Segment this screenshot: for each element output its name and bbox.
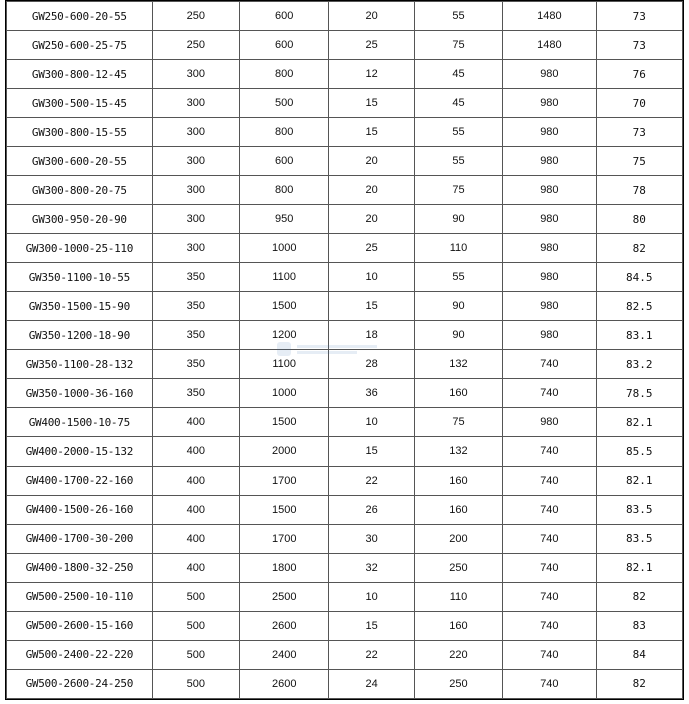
cell-speed: 740 [503, 582, 596, 611]
cell-efficiency: 82.5 [596, 292, 682, 321]
cell-flow: 800 [240, 60, 329, 89]
cell-power: 75 [414, 176, 502, 205]
cell-model: GW250-600-20-55 [7, 2, 153, 31]
cell-head: 12 [329, 60, 414, 89]
cell-power: 200 [414, 524, 502, 553]
cell-head: 25 [329, 31, 414, 60]
cell-diameter: 300 [152, 176, 239, 205]
table-row [7, 379, 683, 408]
table-row [7, 495, 683, 524]
cell-flow: 1000 [240, 379, 329, 408]
cell-head: 15 [329, 292, 414, 321]
cell-diameter: 350 [152, 321, 239, 350]
cell-model: GW300-950-20-90 [7, 205, 153, 234]
cell-head: 22 [329, 640, 414, 669]
table-row [7, 466, 683, 495]
cell-flow: 1000 [240, 234, 329, 263]
table-row [7, 2, 683, 31]
cell-flow: 1100 [240, 350, 329, 379]
cell-diameter: 500 [152, 640, 239, 669]
cell-efficiency: 85.5 [596, 437, 682, 466]
cell-efficiency: 83.5 [596, 495, 682, 524]
cell-power: 250 [414, 669, 502, 698]
cell-model: GW250-600-25-75 [7, 31, 153, 60]
cell-efficiency: 75 [596, 147, 682, 176]
cell-power: 160 [414, 466, 502, 495]
cell-head: 10 [329, 582, 414, 611]
cell-speed: 740 [503, 553, 596, 582]
cell-head: 20 [329, 147, 414, 176]
cell-speed: 740 [503, 669, 596, 698]
cell-diameter: 300 [152, 205, 239, 234]
table-row [7, 292, 683, 321]
cell-head: 24 [329, 669, 414, 698]
table-row [7, 31, 683, 60]
cell-head: 20 [329, 2, 414, 31]
cell-power: 110 [414, 234, 502, 263]
cell-flow: 600 [240, 31, 329, 60]
cell-model: GW300-600-20-55 [7, 147, 153, 176]
cell-efficiency: 82.1 [596, 408, 682, 437]
cell-model: GW300-500-15-45 [7, 89, 153, 118]
cell-power: 132 [414, 437, 502, 466]
cell-head: 36 [329, 379, 414, 408]
cell-efficiency: 82 [596, 669, 682, 698]
cell-power: 45 [414, 60, 502, 89]
cell-diameter: 500 [152, 582, 239, 611]
cell-head: 22 [329, 466, 414, 495]
cell-flow: 1500 [240, 495, 329, 524]
table-row [7, 553, 683, 582]
cell-diameter: 300 [152, 60, 239, 89]
cell-speed: 740 [503, 495, 596, 524]
cell-head: 20 [329, 176, 414, 205]
table-row [7, 408, 683, 437]
cell-head: 10 [329, 408, 414, 437]
cell-diameter: 400 [152, 466, 239, 495]
cell-speed: 1480 [503, 31, 596, 60]
cell-flow: 500 [240, 89, 329, 118]
cell-model: GW300-1000-25-110 [7, 234, 153, 263]
cell-speed: 980 [503, 321, 596, 350]
cell-flow: 2600 [240, 669, 329, 698]
table-row [7, 437, 683, 466]
cell-flow: 1500 [240, 408, 329, 437]
cell-efficiency: 83 [596, 611, 682, 640]
table-row [7, 234, 683, 263]
cell-power: 160 [414, 495, 502, 524]
cell-flow: 1500 [240, 292, 329, 321]
table-row [7, 524, 683, 553]
cell-model: GW300-800-15-55 [7, 118, 153, 147]
cell-diameter: 400 [152, 524, 239, 553]
cell-diameter: 500 [152, 611, 239, 640]
cell-power: 55 [414, 2, 502, 31]
cell-power: 90 [414, 205, 502, 234]
cell-speed: 740 [503, 466, 596, 495]
cell-power: 160 [414, 379, 502, 408]
cell-efficiency: 83.2 [596, 350, 682, 379]
cell-model: GW350-1000-36-160 [7, 379, 153, 408]
table-row [7, 118, 683, 147]
cell-power: 55 [414, 118, 502, 147]
table-row [7, 669, 683, 698]
cell-speed: 740 [503, 437, 596, 466]
cell-flow: 1200 [240, 321, 329, 350]
cell-power: 220 [414, 640, 502, 669]
cell-efficiency: 82.1 [596, 466, 682, 495]
cell-efficiency: 80 [596, 205, 682, 234]
cell-speed: 980 [503, 205, 596, 234]
cell-flow: 2600 [240, 611, 329, 640]
cell-flow: 800 [240, 176, 329, 205]
cell-efficiency: 84 [596, 640, 682, 669]
cell-head: 28 [329, 350, 414, 379]
cell-power: 55 [414, 147, 502, 176]
cell-head: 15 [329, 89, 414, 118]
cell-speed: 980 [503, 408, 596, 437]
table-row [7, 611, 683, 640]
cell-head: 32 [329, 553, 414, 582]
cell-efficiency: 73 [596, 31, 682, 60]
cell-diameter: 400 [152, 408, 239, 437]
cell-head: 15 [329, 118, 414, 147]
cell-power: 110 [414, 582, 502, 611]
table-row [7, 147, 683, 176]
cell-flow: 2000 [240, 437, 329, 466]
cell-speed: 740 [503, 524, 596, 553]
cell-model: GW500-2600-24-250 [7, 669, 153, 698]
cell-head: 25 [329, 234, 414, 263]
cell-power: 132 [414, 350, 502, 379]
spec-table-container [5, 0, 684, 700]
cell-flow: 600 [240, 147, 329, 176]
table-row [7, 350, 683, 379]
cell-flow: 1700 [240, 524, 329, 553]
cell-head: 15 [329, 611, 414, 640]
cell-diameter: 400 [152, 553, 239, 582]
cell-diameter: 500 [152, 669, 239, 698]
cell-efficiency: 76 [596, 60, 682, 89]
table-row [7, 176, 683, 205]
cell-model: GW350-1500-15-90 [7, 292, 153, 321]
cell-power: 160 [414, 611, 502, 640]
cell-speed: 740 [503, 350, 596, 379]
cell-efficiency: 78 [596, 176, 682, 205]
table-body [7, 2, 683, 699]
cell-speed: 980 [503, 263, 596, 292]
cell-power: 75 [414, 31, 502, 60]
cell-speed: 1480 [503, 2, 596, 31]
cell-efficiency: 82.1 [596, 553, 682, 582]
cell-flow: 2500 [240, 582, 329, 611]
cell-model: GW350-1100-28-132 [7, 350, 153, 379]
cell-speed: 980 [503, 234, 596, 263]
cell-efficiency: 70 [596, 89, 682, 118]
table-row [7, 321, 683, 350]
cell-flow: 800 [240, 118, 329, 147]
cell-head: 15 [329, 437, 414, 466]
cell-diameter: 300 [152, 234, 239, 263]
cell-model: GW400-1500-26-160 [7, 495, 153, 524]
cell-diameter: 350 [152, 292, 239, 321]
cell-power: 55 [414, 263, 502, 292]
cell-flow: 600 [240, 2, 329, 31]
cell-diameter: 250 [152, 31, 239, 60]
cell-flow: 1800 [240, 553, 329, 582]
cell-head: 20 [329, 205, 414, 234]
cell-power: 250 [414, 553, 502, 582]
cell-efficiency: 83.5 [596, 524, 682, 553]
cell-model: GW350-1200-18-90 [7, 321, 153, 350]
cell-model: GW300-800-12-45 [7, 60, 153, 89]
cell-model: GW500-2400-22-220 [7, 640, 153, 669]
table-row [7, 60, 683, 89]
cell-diameter: 350 [152, 379, 239, 408]
table-row [7, 205, 683, 234]
cell-speed: 980 [503, 89, 596, 118]
pump-spec-table [6, 1, 683, 699]
cell-head: 26 [329, 495, 414, 524]
cell-flow: 950 [240, 205, 329, 234]
cell-diameter: 400 [152, 437, 239, 466]
cell-diameter: 300 [152, 118, 239, 147]
cell-flow: 1700 [240, 466, 329, 495]
cell-flow: 1100 [240, 263, 329, 292]
cell-model: GW400-1700-22-160 [7, 466, 153, 495]
cell-speed: 740 [503, 611, 596, 640]
cell-speed: 740 [503, 379, 596, 408]
cell-speed: 980 [503, 60, 596, 89]
cell-diameter: 350 [152, 263, 239, 292]
cell-model: GW500-2600-15-160 [7, 611, 153, 640]
cell-power: 45 [414, 89, 502, 118]
cell-efficiency: 78.5 [596, 379, 682, 408]
cell-head: 30 [329, 524, 414, 553]
cell-diameter: 300 [152, 89, 239, 118]
cell-diameter: 350 [152, 350, 239, 379]
cell-diameter: 250 [152, 2, 239, 31]
cell-efficiency: 82 [596, 234, 682, 263]
cell-power: 75 [414, 408, 502, 437]
table-row [7, 640, 683, 669]
cell-model: GW400-1500-10-75 [7, 408, 153, 437]
cell-head: 18 [329, 321, 414, 350]
cell-diameter: 400 [152, 495, 239, 524]
cell-diameter: 300 [152, 147, 239, 176]
cell-head: 10 [329, 263, 414, 292]
cell-model: GW400-1800-32-250 [7, 553, 153, 582]
cell-flow: 2400 [240, 640, 329, 669]
cell-speed: 980 [503, 176, 596, 205]
cell-speed: 980 [503, 118, 596, 147]
cell-power: 90 [414, 321, 502, 350]
cell-speed: 980 [503, 292, 596, 321]
table-row [7, 89, 683, 118]
cell-power: 90 [414, 292, 502, 321]
cell-model: GW350-1100-10-55 [7, 263, 153, 292]
cell-efficiency: 73 [596, 2, 682, 31]
table-row [7, 582, 683, 611]
cell-model: GW400-2000-15-132 [7, 437, 153, 466]
cell-speed: 980 [503, 147, 596, 176]
table-row [7, 263, 683, 292]
cell-efficiency: 84.5 [596, 263, 682, 292]
cell-model: GW400-1700-30-200 [7, 524, 153, 553]
cell-efficiency: 73 [596, 118, 682, 147]
cell-efficiency: 83.1 [596, 321, 682, 350]
cell-efficiency: 82 [596, 582, 682, 611]
cell-model: GW300-800-20-75 [7, 176, 153, 205]
cell-model: GW500-2500-10-110 [7, 582, 153, 611]
cell-speed: 740 [503, 640, 596, 669]
